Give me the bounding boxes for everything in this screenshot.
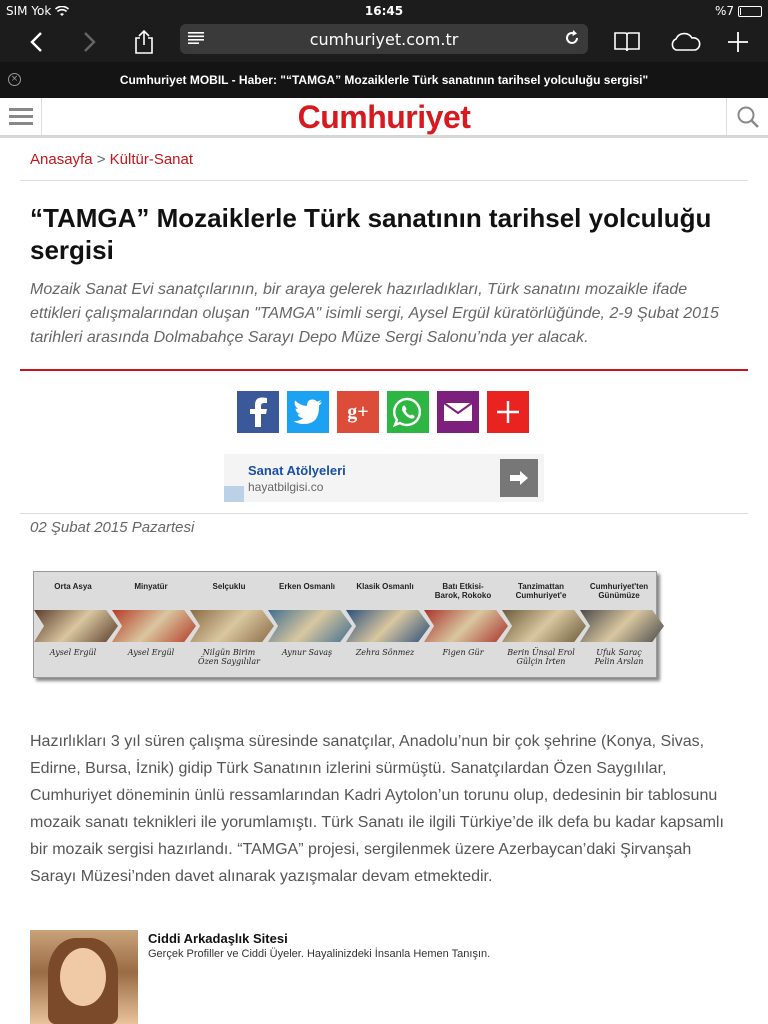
divider xyxy=(20,513,748,514)
forward-button[interactable] xyxy=(74,26,106,58)
mosaic-tile xyxy=(346,610,430,642)
close-tab-icon[interactable]: × xyxy=(8,73,21,86)
browser-toolbar xyxy=(0,22,768,62)
adchoices-icon[interactable] xyxy=(224,486,244,502)
url-bar[interactable] xyxy=(180,24,588,54)
facebook-share-button[interactable] xyxy=(237,391,279,433)
banner-mosaic-strip xyxy=(34,610,658,642)
mosaic-tile xyxy=(502,610,586,642)
search-button[interactable] xyxy=(726,98,768,135)
battery-group xyxy=(715,4,762,18)
whatsapp-share-button[interactable] xyxy=(387,391,429,433)
new-tab-icon xyxy=(727,31,749,53)
new-tab-button[interactable] xyxy=(722,26,754,58)
bottom-ad-title[interactable]: Ciddi Arkadaşlık Sitesi xyxy=(148,931,288,946)
more-share-button[interactable] xyxy=(487,391,529,433)
share-bar xyxy=(237,391,529,433)
bookmarks-button[interactable] xyxy=(611,26,643,58)
ad-thumbnail[interactable] xyxy=(30,930,138,1024)
tab-title[interactable]: Cumhuriyet MOBIL - Haber: "“TAMGA” Mozaiklerle Türk sanatının tarihsel yolculuğu sergisi" xyxy=(119,73,649,87)
facebook-icon xyxy=(246,397,270,427)
battery-percent: %7 xyxy=(714,4,734,18)
share-button[interactable] xyxy=(128,26,160,58)
battery-icon xyxy=(738,6,762,17)
banner-era-label: Tanzimattan Cumhuriyet'e xyxy=(515,582,567,600)
mosaic-tile xyxy=(34,610,118,642)
banner-era-label: Klasik Osmanlı xyxy=(356,582,414,591)
plus-icon xyxy=(495,399,521,425)
banner-era-label: Cumhuriyet'ten Günümüze xyxy=(589,582,649,600)
banner-era-label: Selçuklu xyxy=(212,582,246,591)
banner-era-labels xyxy=(34,582,658,600)
mosaic-tile xyxy=(424,610,508,642)
breadcrumb-separator: > xyxy=(96,151,106,168)
ad-url: hayatbilgisi.co xyxy=(248,480,324,494)
article-title: “TAMGA” Mozaiklerle Türk sanatının tarihsel yolculuğu sergisi xyxy=(30,203,712,265)
tab-strip xyxy=(0,62,768,98)
email-icon xyxy=(443,402,473,422)
breadcrumb xyxy=(30,151,193,168)
article-lead: Mozaik Sanat Evi sanatçılarının, bir araya gelerek hazırladıkları, Türk sanatını mozaikle ifade ettikleri çalışmalarından oluşan "TAMGA" isimli sergi, Aysel Ergül küratörlüğünde, 2-9 Şubat 2015 tarihleri arasında Dolmabahçe Sarayı Depo Müze Sergi Salonu’nda yer alacak. xyxy=(30,281,719,346)
breadcrumb-home-link[interactable]: Anasayfa xyxy=(30,151,93,168)
breadcrumb-section-link[interactable]: Kültür-Sanat xyxy=(109,151,194,168)
title-divider xyxy=(20,369,748,371)
share-icon xyxy=(133,29,155,55)
banner-era-label: Batı Etkisi- Barok, Rokoko xyxy=(434,582,492,600)
cloud-tabs-button[interactable] xyxy=(666,26,704,58)
site-logo[interactable]: Cumhuriyet xyxy=(297,99,471,135)
banner-era-label: Minyatür xyxy=(134,582,168,591)
email-share-button[interactable] xyxy=(437,391,479,433)
mosaic-tile xyxy=(190,610,274,642)
reader-icon[interactable] xyxy=(188,32,206,44)
banner-artist-label: Zehra Sönmez xyxy=(355,648,415,657)
back-icon xyxy=(29,31,43,53)
arrow-right-icon xyxy=(509,470,529,486)
banner-artist-labels xyxy=(34,648,658,666)
search-icon xyxy=(736,105,760,129)
cloud-tabs-icon xyxy=(668,32,702,52)
back-button[interactable] xyxy=(20,26,52,58)
url-text: cumhuriyet.com.tr xyxy=(309,29,459,49)
exhibition-banner-image xyxy=(33,571,657,678)
bottom-ad-description: Gerçek Profiller ve Ciddi Üyeler. Hayalinizdeki İnsanla Hemen Tanışın. xyxy=(148,948,491,960)
mosaic-tile xyxy=(580,610,664,642)
banner-artist-label: Ufuk Saraç Pelin Arslan xyxy=(594,648,644,666)
banner-artist-label: Figen Gür xyxy=(442,648,484,657)
banner-artist-label: Berin Ünsal Erol Gülçin İrten xyxy=(507,648,575,666)
whatsapp-icon xyxy=(392,396,424,428)
divider xyxy=(20,180,748,181)
carrier-label: SIM Yok xyxy=(6,4,52,18)
article-body: Hazırlıkları 3 yıl süren çalışma süresinde sanatçılar, Anadolu’nun bir çok şehrine (Konya, Sivas, Edirne, Bursa, İznik) gidip Türk Sanatının izlerini sürmüştü. Sanatçılardan Özen Saygılılar, Cumhuriyet döneminin ünlü ressamlarından Kadri Aytolon’un torunu olup, dedesinin bir tablosunu mozaik sanatı teknikleri ile yorumlamıştı. Türk Sanatı ile ilgili Türkiye’de ilk defa bu kadar kapsamlı bir mozaik sergisi hazırlandı. “TAMGA” projesi, sergilenmek üzere Azerbaycan’daki Şirvanşah Sarayı Müzesi’nden davet alınarak yazışmalar devam etmektedir. xyxy=(30,733,724,885)
forward-icon xyxy=(83,31,97,53)
ad-arrow-button[interactable] xyxy=(500,459,538,497)
site-header xyxy=(0,98,768,138)
twitter-icon xyxy=(293,399,323,425)
banner-artist-label: Aysel Ergül xyxy=(49,648,97,657)
status-bar xyxy=(0,0,768,22)
google-plus-icon: g+ xyxy=(347,400,369,423)
ad-title[interactable]: Sanat Atölyeleri xyxy=(248,463,346,478)
mosaic-tile xyxy=(268,610,352,642)
bookmarks-icon xyxy=(613,31,641,53)
ad-thumbnail-face xyxy=(60,948,106,1006)
banner-artist-label: Aynur Savaş xyxy=(281,648,333,657)
mosaic-tile xyxy=(112,610,196,642)
reload-icon xyxy=(562,28,582,48)
twitter-share-button[interactable] xyxy=(287,391,329,433)
banner-era-label: Orta Asya xyxy=(54,582,92,591)
banner-era-label: Erken Osmanlı xyxy=(278,582,336,591)
status-time: 16:45 xyxy=(364,4,404,18)
sponsored-ad[interactable] xyxy=(224,454,544,502)
banner-artist-label: Nilgün Birim Özen Saygılılar xyxy=(198,648,260,666)
article-date: 02 Şubat 2015 Pazartesi xyxy=(30,519,195,536)
google-plus-share-button[interactable] xyxy=(337,391,379,433)
banner-artist-label: Aysel Ergül xyxy=(127,648,175,657)
reload-button[interactable] xyxy=(562,28,582,52)
battery-level xyxy=(740,8,741,15)
